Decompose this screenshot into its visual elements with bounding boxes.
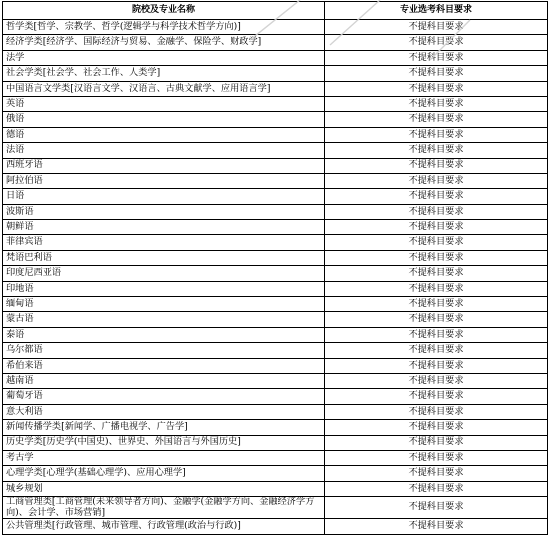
table-row [3,450,548,465]
table-row [3,297,548,312]
table-row [3,358,548,373]
major-name-cell: 经济学类[经济学、国际经济与贸易、金融学、保险学、财政学] [3,35,325,50]
requirement-cell: 不提科目要求 [325,435,548,450]
major-name-cell: 梵语巴利语 [3,250,325,265]
table-row [3,66,548,81]
requirement-cell: 不提科目要求 [325,466,548,481]
table-row [3,266,548,281]
requirement-cell: 不提科目要求 [325,127,548,142]
requirement-cell: 不提科目要求 [325,343,548,358]
major-name-cell: 阿拉伯语 [3,173,325,188]
requirement-cell: 不提科目要求 [325,519,548,534]
table-row [3,235,548,250]
table-row [3,497,548,519]
requirement-cell: 不提科目要求 [325,497,548,519]
table-row [3,81,548,96]
requirement-cell: 不提科目要求 [325,450,548,465]
table-row [3,404,548,419]
table-row [3,481,548,496]
requirement-cell: 不提科目要求 [325,96,548,111]
requirement-cell: 不提科目要求 [325,220,548,235]
table-row [3,220,548,235]
requirement-cell: 不提科目要求 [325,173,548,188]
table-row [3,466,548,481]
major-name-cell: 希伯来语 [3,358,325,373]
requirement-cell: 不提科目要求 [325,204,548,219]
requirement-cell: 不提科目要求 [325,112,548,127]
table-row [3,50,548,65]
major-name-cell: 越南语 [3,373,325,388]
requirement-cell: 不提科目要求 [325,404,548,419]
table-row [3,112,548,127]
table-row [3,35,548,50]
major-name-cell: 英语 [3,96,325,111]
major-name-cell: 历史学类[历史学(中国史)、世界史、外国语言与外国历史] [3,435,325,450]
table-row [3,519,548,534]
major-name-cell: 城乡规划 [3,481,325,496]
requirement-cell: 不提科目要求 [325,235,548,250]
major-name-cell: 泰语 [3,327,325,342]
requirement-cell: 不提科目要求 [325,481,548,496]
requirement-cell: 不提科目要求 [325,281,548,296]
requirement-cell: 不提科目要求 [325,266,548,281]
table-row [3,435,548,450]
requirement-cell: 不提科目要求 [325,81,548,96]
major-name-cell: 日语 [3,189,325,204]
major-name-cell: 法语 [3,143,325,158]
major-name-cell: 哲学类[哲学、宗教学、哲学(逻辑学与科学技术哲学方向)] [3,20,325,35]
requirement-cell: 不提科目要求 [325,250,548,265]
major-name-cell: 波斯语 [3,204,325,219]
table-row [3,373,548,388]
major-name-cell: 印度尼西亚语 [3,266,325,281]
major-name-cell: 德语 [3,127,325,142]
major-name-cell: 俄语 [3,112,325,127]
table-row [3,204,548,219]
header-requirement: 专业选考科目要求 [325,2,548,20]
header-major: 院校及专业名称 [3,2,325,20]
requirement-cell: 不提科目要求 [325,35,548,50]
major-name-cell: 意大利语 [3,404,325,419]
major-name-cell: 工商管理类[工商管理(未来领导者方向)、金融学(金融学方向、金融经济学方向)、会计学、市场营销] [3,497,325,519]
table-row [3,343,548,358]
table-row [3,250,548,265]
requirement-cell: 不提科目要求 [325,66,548,81]
major-name-cell: 葡萄牙语 [3,389,325,404]
requirement-cell: 不提科目要求 [325,50,548,65]
table-row [3,389,548,404]
requirement-cell: 不提科目要求 [325,420,548,435]
major-name-cell: 印地语 [3,281,325,296]
table-row [3,327,548,342]
major-name-cell: 朝鲜语 [3,220,325,235]
table-row [3,420,548,435]
requirement-cell: 不提科目要求 [325,389,548,404]
major-name-cell: 缅甸语 [3,297,325,312]
major-name-cell: 西班牙语 [3,158,325,173]
header-row [3,2,548,20]
requirement-cell: 不提科目要求 [325,327,548,342]
table-row [3,281,548,296]
requirement-cell: 不提科目要求 [325,312,548,327]
major-name-cell: 乌尔都语 [3,343,325,358]
table-row [3,143,548,158]
major-name-cell: 蒙古语 [3,312,325,327]
major-name-cell: 社会学类[社会学、社会工作、人类学] [3,66,325,81]
requirement-cell: 不提科目要求 [325,20,548,35]
table-row [3,127,548,142]
table-row [3,312,548,327]
table-row [3,20,548,35]
table-row [3,173,548,188]
major-name-cell: 考古学 [3,450,325,465]
requirement-cell: 不提科目要求 [325,358,548,373]
requirement-cell: 不提科目要求 [325,158,548,173]
requirement-cell: 不提科目要求 [325,143,548,158]
major-name-cell: 新闻传播学类[新闻学、广播电视学、广告学] [3,420,325,435]
requirement-cell: 不提科目要求 [325,189,548,204]
major-name-cell: 法学 [3,50,325,65]
table-row [3,158,548,173]
major-name-cell: 心理学类[心理学(基础心理学)、应用心理学] [3,466,325,481]
table-row [3,189,548,204]
major-name-cell: 中国语言文学类[汉语言文学、汉语言、古典文献学、应用语言学] [3,81,325,96]
requirement-cell: 不提科目要求 [325,373,548,388]
major-name-cell: 公共管理类[行政管理、城市管理、行政管理(政治与行政)] [3,519,325,534]
requirement-cell: 不提科目要求 [325,297,548,312]
requirements-table [2,1,548,535]
table-row [3,96,548,111]
major-name-cell: 菲律宾语 [3,235,325,250]
